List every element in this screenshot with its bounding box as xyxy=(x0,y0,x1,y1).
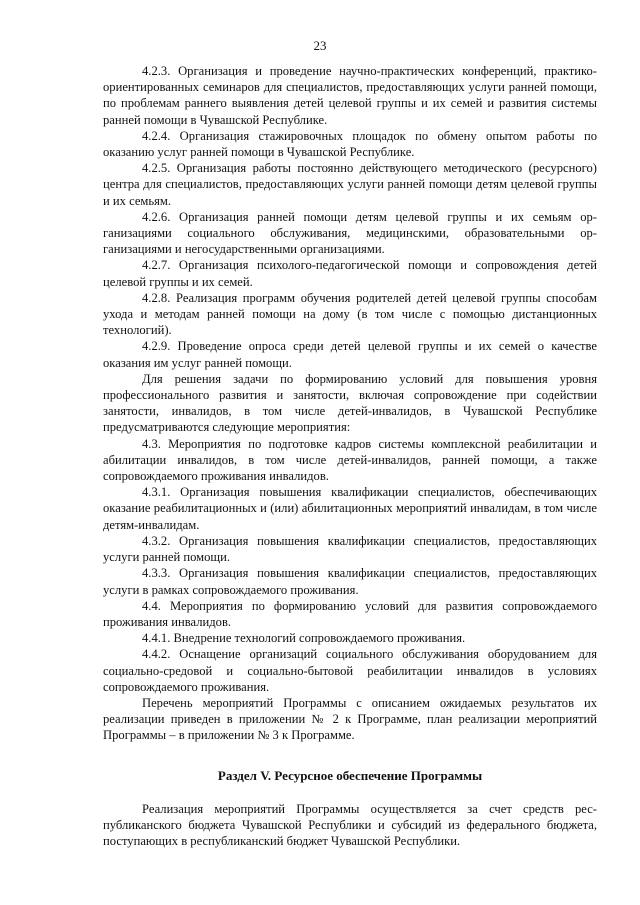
paragraph-4-3-2: 4.3.2. Организация повышения квалификации специалистов, предоставляющих услуги ранней помощи. xyxy=(103,533,597,565)
paragraph-4-2-3: 4.2.3. Организация и проведение научно-практических конференций, практико-ориентированных семинаров для специалистов, предоставляющих услуги ранней помощи, по проблемам раннего выявления детей целевой группы и их семей и развития системы ранней помощи в Чувашской Республике. xyxy=(103,64,597,127)
paragraph-4-2-5: 4.2.5. Организация работы постоянно действующего методического (ресурсного) центра для специалистов, предоставляющих услуги ранней помощи детям целевой группы и их семьям. xyxy=(103,161,597,208)
page-number: 23 xyxy=(313,38,327,53)
paragraph-4-3-1: 4.3.1. Организация повышения квалификации специалистов, обеспечивающих оказание реабилитационных и (или) абилитационных мероприятий инвалидам, в том числе детям-инвалидам. xyxy=(103,485,597,532)
paragraph-4-2-7: 4.2.7. Организация психолого-педагогической помощи и сопровождения детей целевой группы и их семей. xyxy=(103,258,597,289)
section-title: Раздел V. Ресурсное обеспечение Программы xyxy=(217,767,483,783)
paragraph-4-4-2: 4.4.2. Оснащение организаций социального обслуживания оборудованием для социально-средовой и социально-бытовой реабилитации инвалидов в условиях сопровождаемого проживания. xyxy=(103,647,597,694)
paragraph-activities-list: Перечень мероприятий Программы с описанием ожидаемых результатов их реализации приведен в приложении № 2 к Программе, план реализации мероприятий Программы – в приложении № 3 к Программе. xyxy=(103,695,597,743)
paragraph-task-intro: Для решения задачи по формированию условий для повышения уровня профессионального развития и занятости, включая сопровождение при содействии занятости, инвалидов, в том числе детей-инвалидов, в Чувашской Республике предусматриваются следующие мероприятия: xyxy=(103,371,597,435)
paragraph-4-3-3: 4.3.3. Организация повышения квалификации специалистов, предоставляющих услуги в рамках сопровождаемого проживания. xyxy=(103,566,597,597)
paragraph-4-2-6: 4.2.6. Организация ранней помощи детям целевой группы и их семьям организациями социального обслуживания, медицинскими, образовательными организациями и негосударственными организациями. xyxy=(103,209,597,257)
document-body xyxy=(103,63,597,849)
paragraph-4-4-1: 4.4.1. Внедрение технологий сопровождаемого проживания. xyxy=(142,631,466,646)
paragraph-resource-provision: Реализация мероприятий Программы осуществляется за счет средств республиканского бюджета Чувашской Республики и субсидий из федерального бюджета, поступающих в республиканский бюджет Чувашской Республики. xyxy=(103,801,597,848)
paragraph-4-4: 4.4. Мероприятия по формированию условий для развития сопровождаемого проживания инвалидов. xyxy=(103,598,597,629)
paragraph-4-3: 4.3. Мероприятия по подготовке кадров системы комплексной реабилитации и абилитации инвалидов, в том числе детей-инвалидов, ранней помощи, а также сопровождаемого проживания инвалидов. xyxy=(103,436,597,484)
paragraph-4-2-4: 4.2.4. Организация стажировочных площадок по обмену опытом работы по оказанию услуг ранней помощи в Чувашской Республике. xyxy=(103,128,597,160)
paragraph-4-2-9: 4.2.9. Проведение опроса среди детей целевой группы и их семей о качестве оказания им услуг ранней помощи. xyxy=(103,339,597,370)
paragraph-4-2-8: 4.2.8. Реализация программ обучения родителей детей целевой группы способам ухода и методам ранней помощи на дому (в том числе с помощью дистанционных технологий). xyxy=(103,290,597,338)
